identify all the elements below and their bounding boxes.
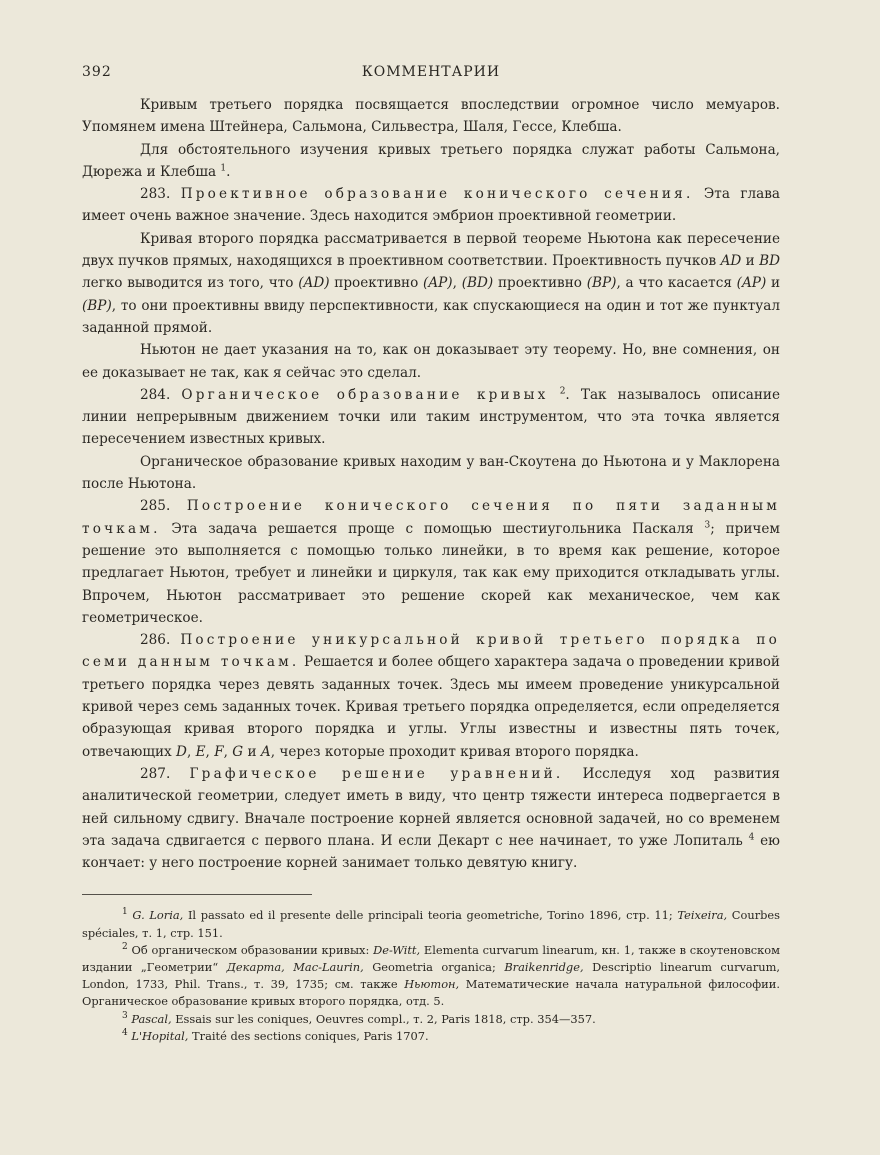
math-symbol: D [176, 743, 187, 760]
footnote-author: Teixeira, [677, 908, 728, 923]
footnote-number: 2 [122, 942, 128, 952]
footnote-text: Descriptio linearum curvarum, London, 1733, Phil. Trans., т. 39, 1735; см. также [82, 960, 780, 992]
footnote-text: Traité des sections coniques, Paris 1707. [192, 1028, 429, 1043]
paragraph-text: легко выводится из того, что [82, 275, 294, 292]
footnote-author: Braikenridge, [504, 960, 584, 974]
section-text: Эта глава имеет очень важное значение. Здесь находится эмбрион проективной геометрии. [82, 186, 780, 225]
section-number: 286. [140, 632, 171, 649]
paragraph-text: , а что касается [616, 275, 732, 292]
footnote-text: Elementa curvarum linearum, кн. 1, также в скоутеновском издании „Геометрии“ [82, 942, 780, 974]
paragraph [82, 139, 780, 184]
paragraph [82, 228, 780, 339]
footnote-2 [82, 942, 780, 1011]
paragraph-text: Органическое образование кривых находим у ван-Скоутена до Ньютона и у Маклорена после Ньютона. [82, 453, 780, 493]
section-number: 287. [140, 765, 171, 782]
section-284 [82, 384, 780, 451]
footnote-ref[interactable]: 3 [704, 520, 711, 531]
section-title: Построение уникурсальной кривой третьего порядка по семи данным точкам. [82, 632, 780, 671]
math-symbol: G [232, 743, 244, 760]
paragraph-text: Кривым третьего порядка посвящается впоследствии огромное число мемуаров. Упомянем имена Штейнера, Сальмона, Сильвестра, Шаля, Гессе, Клебша. [82, 97, 780, 136]
math-symbol: A [260, 743, 271, 760]
math-symbol: (AP) [736, 275, 767, 292]
footnote-text: Courbes spéciales, т. 1, стр. 151. [82, 908, 781, 940]
section-text: Решается и более общего характера задача о проведении кривой третьего порядка через девять заданных точек. Здесь мы имеем проведение уникурсальной кривой через семь заданных точек. Кривая третьего порядка определяется, если определяется образующая кривая второго порядка и углы. Углы известны и известны пять точек, отвечающих [82, 654, 780, 760]
footnote-text: Il passato ed il presente delle principali teoria geometriche, Torino 1896, стр. 11; [187, 908, 673, 923]
footnote-author: L'Hopital, [131, 1028, 189, 1043]
footnote-ref[interactable]: 1 [220, 163, 227, 174]
math-symbol: (AP) [423, 275, 453, 292]
paragraph-text: Ньютон не дает указания на то, как он доказывает эту теорему. Но, вне сомнения, он ее доказывает не так, как я сейчас это сделал. [82, 342, 780, 381]
section-287 [82, 763, 780, 874]
section-text: ею кончает: у него построение корней занимает только девятую книгу. [82, 832, 781, 872]
section-text: ; причем решение это выполняется с помощью только линейки, в то время как решение, которое предлагает Ньютон, требует и линейки и циркуля, так как ему приходится откладывать углы. Впрочем, Ньютон рассматривает это решение скорей как механическое, чем как геометрическое. [82, 520, 780, 626]
math-symbol: (BP) [586, 275, 617, 292]
footnote-text: Geometria organica; [372, 960, 496, 974]
footnote-author: Ньютон, [404, 977, 460, 992]
footnote-4 [82, 1028, 780, 1045]
math-symbol: F [214, 743, 224, 760]
section-title: Органическое образование кривых [181, 386, 549, 403]
paragraph-text: , то они проективны ввиду перспективности, как спускающиеся на один и тот же пунктуал заданной прямой. [82, 297, 780, 336]
footnote-number: 1 [122, 907, 128, 918]
section-text: Эта задача решается проще с помощью шестиугольника Паскаля [171, 520, 694, 537]
footnote-number: 4 [122, 1028, 128, 1039]
paragraph-text: и [745, 253, 755, 270]
math-symbol: BD [759, 253, 781, 270]
section-number: 283. [140, 186, 171, 203]
footnote-ref[interactable]: 2 [559, 386, 566, 397]
section-title: Построение конического сечения по пяти заданным точкам. [82, 498, 780, 537]
running-title: КОММЕНТАРИИ [361, 64, 501, 80]
math-symbol: E [195, 743, 206, 760]
math-symbol: (BD) [461, 275, 494, 292]
section-283 [82, 183, 780, 228]
body-text [82, 94, 780, 874]
section-286: 286. Построение уникурсальной кривой третьего порядка по семи данным точкам. Решается и более общего характера задача о проведении кривой третьего порядка через девять заданных точек. Здесь мы имеем проведение уникурсальной кривой через семь заданных точек. Кривая третьего порядка определяется, если определяется образующая кривая второго порядка и углы. Углы известны и известны пять точек, отвечающих D, E, F, G и A, через которые проходит кривая второго порядка. [82, 632, 780, 760]
footnote-text: Essais sur les coniques, Oeuvres compl., т. 2, Paris 1818, стр. 354—357. [175, 1011, 596, 1026]
page-number: 392 [82, 64, 112, 80]
footnote-author: Декарта, Mac-Laurin, [226, 960, 364, 974]
paragraph [82, 94, 780, 139]
footnote-author: G. Loria, [132, 908, 184, 923]
footnote-divider [82, 894, 312, 895]
footnote-ref[interactable]: 4 [748, 832, 755, 843]
running-head [82, 58, 780, 86]
paragraph-text: Кривая второго порядка рассматривается в первой теореме Ньютона как пересечение двух пучков прямых, находящихся в проективном соответствии. Проективность пучков [82, 230, 780, 270]
section-title: Проективное образование конического сечения. [180, 186, 694, 203]
footnotes [82, 907, 780, 1045]
paragraph-text: проективно [497, 275, 582, 292]
paragraph-text: Для обстоятельного изучения кривых третьего порядка служат работы Сальмона, Дюрежа и Клебша [82, 141, 780, 180]
footnote-author: Pascal, [131, 1011, 172, 1026]
footnote-number: 3 [122, 1010, 128, 1021]
section-text: . Так называлось описание линии непрерывным движением точки или таким инструментом, что эта точка является пересечением известных кривых. [82, 386, 780, 448]
footnote-text: Математические начала натуральной философии. Органическое образование кривых второго порядка, отд. 5. [82, 977, 780, 1009]
paragraph [82, 451, 780, 496]
footnote-1 [82, 907, 780, 941]
section-number: 284. [140, 386, 171, 403]
punctuation: . [226, 163, 231, 180]
section-text: и [247, 743, 257, 760]
paragraph-text: и [771, 275, 781, 292]
section-text: , через которые проходит кривая второго порядка. [270, 743, 639, 760]
section-number: 285. [140, 498, 171, 515]
math-symbol: AD [720, 253, 742, 270]
paragraph-text: проективно [334, 275, 419, 292]
section-285 [82, 495, 780, 629]
footnote-text: Об органическом образовании кривых: [131, 942, 370, 957]
math-symbol: (AD) [298, 275, 330, 292]
footnote-3 [82, 1011, 780, 1028]
punctuation: , [452, 275, 457, 292]
math-symbol: (BP) [82, 297, 112, 314]
paragraph [82, 339, 780, 384]
footnote-author: De-Witt, [373, 942, 421, 957]
section-text: Исследуя ход развития аналитической геометрии, следует иметь в виду, что центр тяжести интереса подвергается в ней сильному сдвигу. Вначале построение корней является основной задачей, но со временем эта задача сдвигается с первого плана. И если Декарт с нее начинает, то уже Лопиталь [82, 765, 781, 849]
section-title: Графическое решение уравнений. [189, 765, 564, 782]
